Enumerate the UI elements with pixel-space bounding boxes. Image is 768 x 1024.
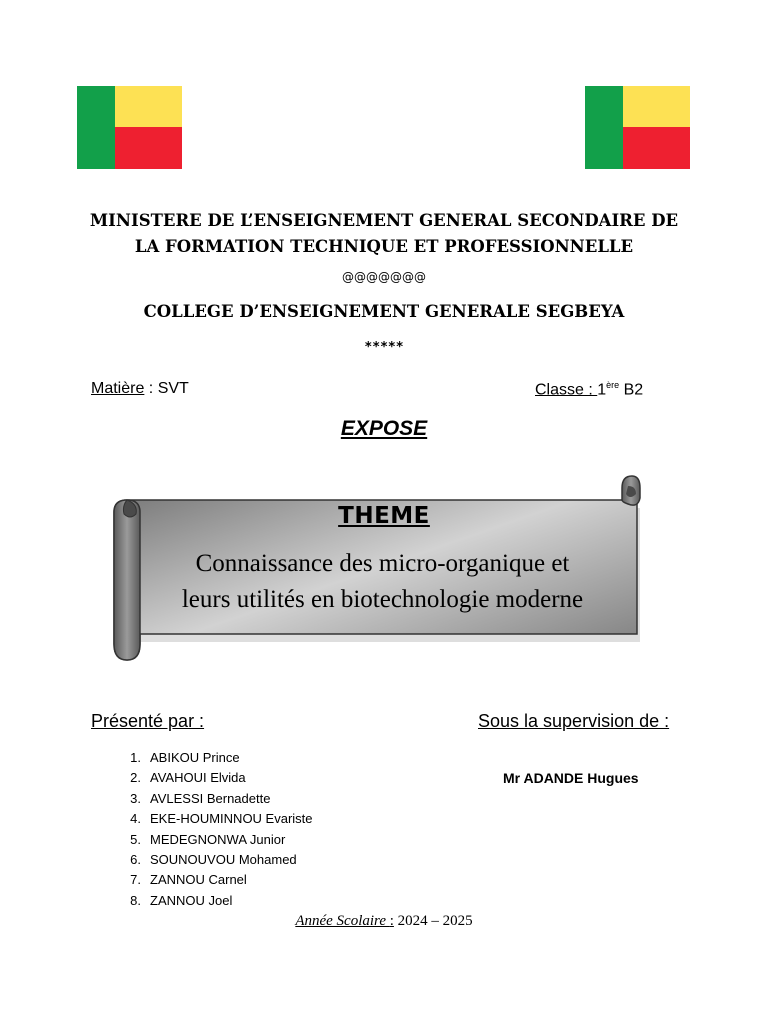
school-year-value: 2024 – 2025 [393, 913, 473, 929]
list-item-name: SOUNOUVOU Mohamed [150, 851, 297, 867]
school-year-colon: : [389, 913, 394, 929]
flag-red-band [623, 127, 690, 169]
list-item [110, 789, 313, 809]
theme-title: THEME [338, 503, 430, 529]
list-item-number: 8. [130, 892, 141, 908]
list-item-number: 1. [130, 750, 141, 765]
supervision-label: Sous la supervision de : [478, 711, 670, 731]
supervisor-name: Mr ADANDE Hugues [503, 770, 639, 786]
theme-text [140, 546, 625, 618]
expose-heading: EXPOSE [340, 417, 428, 440]
list-item-number: 7. [130, 872, 141, 888]
school-year [0, 913, 768, 930]
subject-line [91, 380, 189, 398]
presented-by-label: Présenté par : [91, 711, 205, 731]
list-item [110, 850, 313, 870]
members-list [110, 748, 313, 911]
list-item-number: 3. [130, 790, 141, 806]
list-item-name: AVAHOUI Elvida [150, 770, 246, 786]
list-item [110, 870, 313, 890]
subject-label: Matière [91, 380, 145, 397]
list-item-name: AVLESSI Bernadette [150, 790, 271, 806]
list-item-name: ZANNOU Carnel [150, 872, 247, 888]
list-item-number: 4. [130, 811, 141, 827]
flag-green-band [585, 86, 623, 169]
school-year-label: Année Scolaire [295, 913, 390, 929]
list-item-name: EKE-HOUMINNOU Evariste [150, 811, 313, 827]
class-rest: B2 [619, 381, 644, 399]
theme-line-2: leurs utilités en biotechnologie moderne [181, 586, 584, 613]
college-heading: COLLEGE D’ENSEIGNEMENT GENERALE SEGBEYA [143, 302, 625, 321]
list-item-number: 5. [130, 831, 141, 847]
flag-yellow-band [623, 86, 690, 127]
list-item-name: MEDEGNONWA Junior [150, 831, 286, 847]
flag-green-band [77, 86, 115, 169]
class-line [535, 380, 643, 399]
benin-flag-left [77, 86, 182, 169]
list-item-number: 6. [130, 851, 141, 867]
list-item-name: ZANNOU Joel [150, 892, 233, 908]
list-item [110, 768, 313, 788]
class-number: 1 [597, 381, 607, 399]
list-item [110, 830, 313, 850]
list-item-number: 2. [130, 770, 141, 786]
flag-yellow-band [115, 86, 182, 127]
class-superscript: ère [606, 380, 620, 390]
separator-at-signs: @@@@@@@ [342, 270, 426, 284]
ministry-heading [0, 208, 768, 260]
list-item-name: ABIKOU Prince [150, 750, 240, 765]
separator-stars: ***** [364, 340, 404, 355]
benin-flag-right [585, 86, 690, 169]
class-label: Classe : [535, 381, 598, 399]
ministry-line-2: LA FORMATION TECHNIQUE ET PROFESSIONNELLE [134, 237, 634, 256]
list-item [110, 748, 313, 768]
list-item [110, 891, 313, 911]
subject-value: : SVT [144, 380, 189, 397]
list-item [110, 809, 313, 829]
theme-line-1: Connaissance des micro-organique et [195, 550, 570, 577]
flag-red-band [115, 127, 182, 169]
ministry-line-1: MINISTERE DE L’ENSEIGNEMENT GENERAL SECONDAIRE DE [89, 211, 679, 230]
